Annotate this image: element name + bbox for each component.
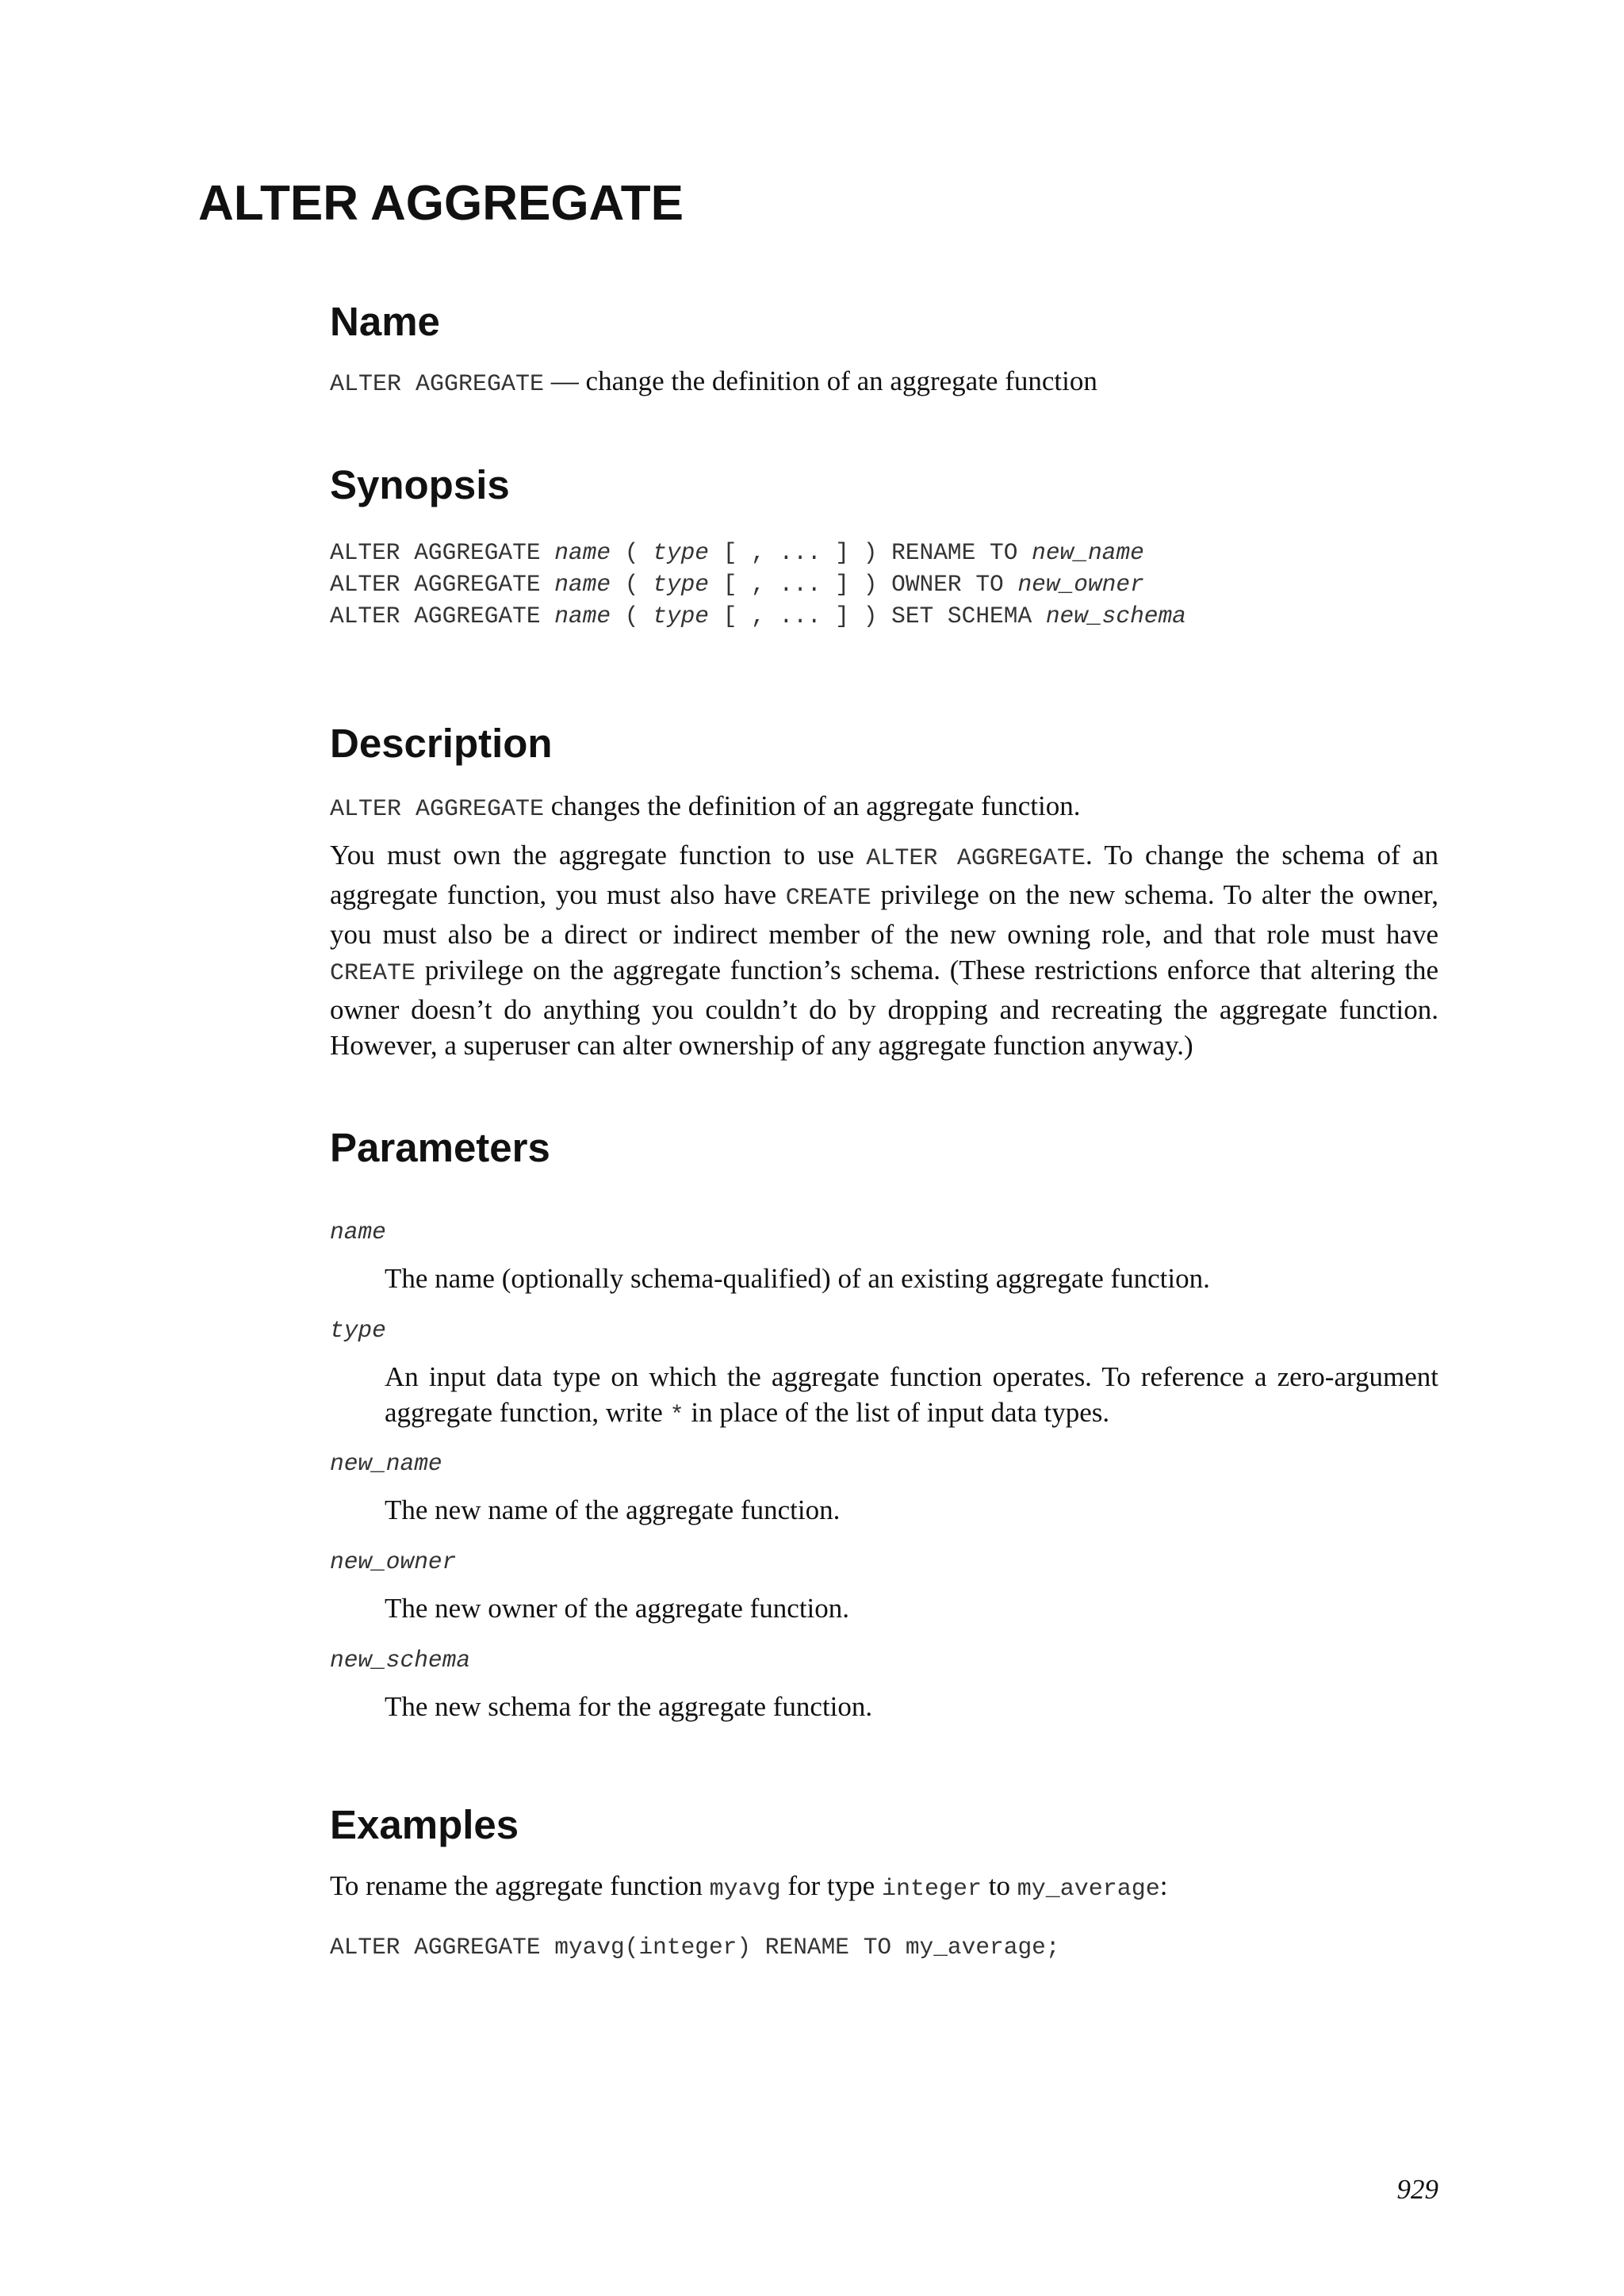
parameter-term: new_owner: [330, 1548, 457, 1575]
parameter-term: new_name: [330, 1450, 442, 1477]
command-summary: — change the definition of an aggregate function: [550, 365, 1097, 396]
synopsis-param: new_owner: [1017, 571, 1144, 598]
synopsis-param: name: [554, 603, 611, 629]
name-summary: [330, 363, 1438, 403]
parameter-definition: The name (optionally schema-qualified) of an existing aggregate function.: [385, 1263, 1210, 1294]
examples-heading: Examples: [330, 1802, 519, 1847]
inline-code: ALTER AGGREGATE: [330, 796, 545, 823]
definition-text: An input data type on which the aggregate function operates. To reference a zero-argument aggregate function, write: [385, 1361, 1438, 1428]
synopsis-keyword: [ , ... ] ) OWNER TO: [722, 571, 1004, 598]
inline-code: integer: [881, 1876, 982, 1903]
parameter-definition: The new owner of the aggregate function.: [385, 1593, 850, 1624]
synopsis-keyword: [ , ... ] ) SET SCHEMA: [722, 603, 1032, 629]
paragraph-text: privilege on the new schema. To alter the owner, you must also be a direct or indirect member of the new owning role, and that role must have: [330, 879, 1439, 950]
inline-code: *: [669, 1402, 684, 1429]
definition-text: in place of the list of input data types.: [691, 1397, 1110, 1428]
page-number: 929: [1396, 2174, 1438, 2205]
synopsis-param: type: [653, 603, 709, 629]
paragraph-text: :: [1159, 1870, 1168, 1901]
inline-code: my_average: [1017, 1876, 1160, 1903]
page-title: ALTER AGGREGATE: [198, 176, 684, 231]
synopsis-param: type: [653, 539, 709, 566]
paragraph-text: privilege on the aggregate function’s schema. (These restrictions enforce that altering the owner doesn’t do anything you couldn’t do by dropping and recreating the aggregate function. However, a superuser can alter ownership of any aggregate function anyway.): [330, 955, 1439, 1061]
paragraph-text: for type: [787, 1870, 875, 1901]
parameter-definition: The new schema for the aggregate function.: [385, 1691, 873, 1722]
synopsis-param: name: [554, 539, 611, 566]
name-heading: Name: [330, 299, 440, 344]
synopsis-line: [330, 600, 1186, 632]
inline-code: myavg: [709, 1876, 781, 1903]
parameter-term: new_schema: [330, 1647, 471, 1674]
synopsis-heading: Synopsis: [330, 462, 510, 507]
synopsis-keyword: (: [624, 603, 639, 629]
description-heading: Description: [330, 721, 553, 766]
examples-intro: [330, 1868, 1438, 1908]
synopsis-line: [330, 568, 1144, 600]
synopsis-param: type: [653, 571, 709, 598]
parameters-heading: Parameters: [330, 1125, 550, 1170]
description-paragraph: [330, 837, 1438, 1063]
paragraph-text: changes the definition of an aggregate function.: [550, 790, 1081, 821]
synopsis-keyword: ALTER AGGREGATE: [330, 571, 541, 598]
synopsis-keyword: ALTER AGGREGATE: [330, 539, 541, 566]
synopsis-param: new_schema: [1045, 603, 1186, 629]
paragraph-text: To rename the aggregate function: [330, 1870, 703, 1901]
description-paragraph: [330, 788, 1438, 828]
synopsis-keyword: (: [624, 539, 639, 566]
synopsis-param: name: [554, 571, 611, 598]
paragraph-text: . To change the schema of an aggregate function, you must also have: [330, 840, 1438, 910]
synopsis-keyword: ALTER AGGREGATE: [330, 603, 541, 629]
parameter-term: name: [330, 1219, 386, 1246]
inline-code: CREATE: [330, 960, 416, 987]
example-code: ALTER AGGREGATE myavg(integer) RENAME TO my_average;: [330, 1934, 1060, 1961]
parameter-definition: [385, 1359, 1438, 1434]
synopsis-param: new_name: [1032, 539, 1144, 566]
paragraph-text: You must own the aggregate function to use: [330, 840, 855, 871]
parameter-term: type: [330, 1317, 386, 1344]
inline-code: CREATE: [785, 885, 871, 912]
inline-code: ALTER AGGREGATE: [866, 845, 1086, 872]
parameter-definition: The new name of the aggregate function.: [385, 1494, 841, 1525]
command-name: ALTER AGGREGATE: [330, 371, 545, 398]
synopsis-keyword: [ , ... ] ) RENAME TO: [722, 539, 1018, 566]
synopsis-keyword: (: [624, 571, 639, 598]
synopsis-line: [330, 537, 1144, 568]
paragraph-text: to: [988, 1870, 1010, 1901]
